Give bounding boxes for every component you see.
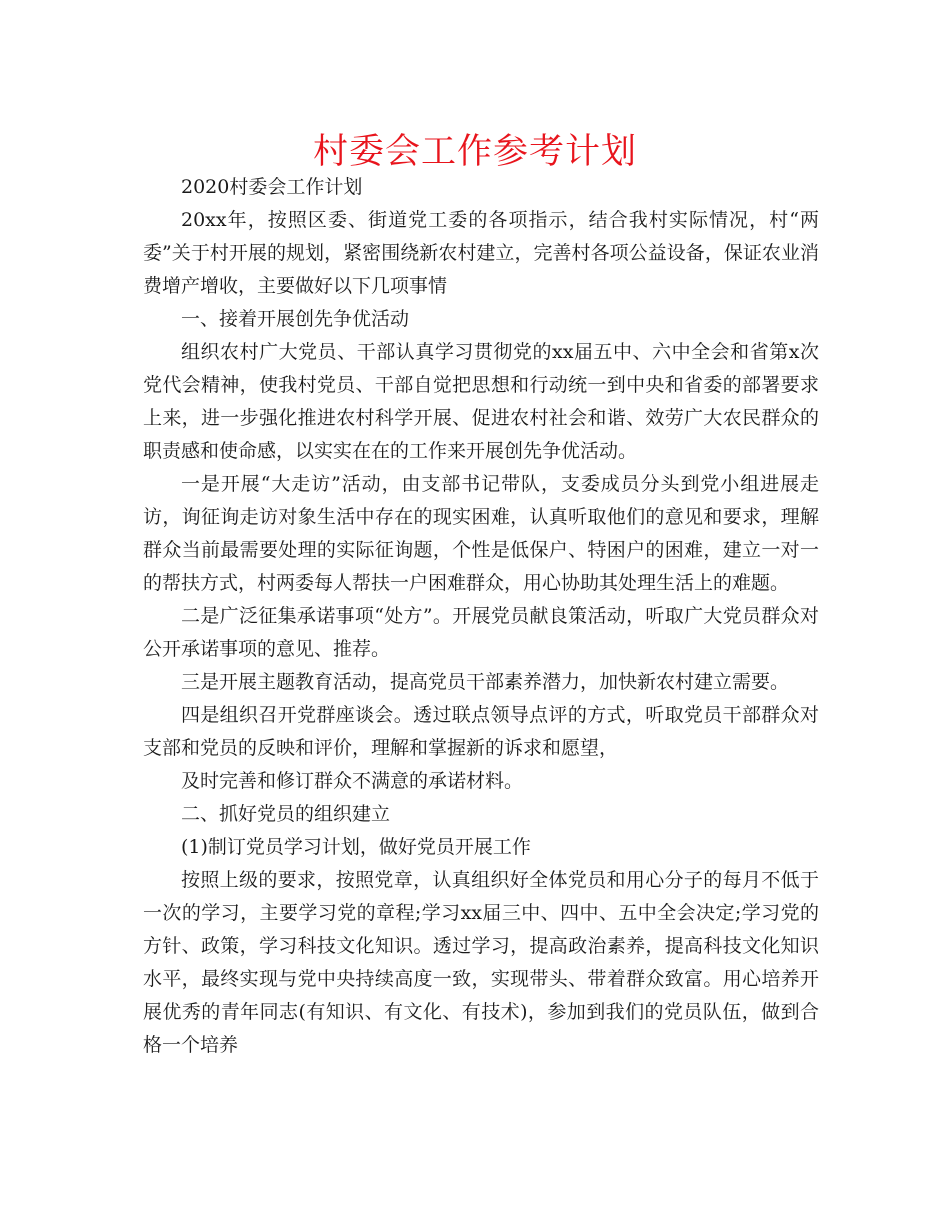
paragraph-intro: 20xx年，按照区委、街道党工委的各项指示，结合我村实际情况，村“两委”关于村开展的规划，紧密围绕新农村建立，完善村各项公益设备，保证农业消费增产增收，主要做好以下几项事情 [143, 209, 819, 297]
paragraph: 二是广泛征集承诺事项“处方”。开展党员献良策活动，听取广大党员群众对公开承诺事项的意见、推荐。 [143, 605, 819, 660]
paragraph: 一是开展“大走访”活动，由支部书记带队，支委成员分头到党小组进展走访，询征询走访对象生活中存在的现实困难，认真听取他们的意见和要求，理解群众当前最需要处理的实际征询题，个性是低保户、特困户的困难，建立一对一的帮扶方式，村两委每人帮扶一户困难群众，用心协助其处理生活上的难题。 [143, 473, 819, 594]
section-heading-2: 二、抓好党员的组织建立 [181, 803, 391, 825]
document-body [143, 171, 819, 1062]
paragraph: 四是组织召开党群座谈会。透过联点领导点评的方式，听取党员干部群众对支部和党员的反映和评价，理解和掌握新的诉求和愿望， [143, 704, 819, 759]
paragraph-subtitle: 2020村委会工作计划 [181, 176, 363, 198]
document-title: 村委会工作参考计划 [312, 132, 637, 172]
subsection-heading: (1)制订党员学习计划，做好党员开展工作 [181, 836, 531, 858]
paragraph: 组织农村广大党员、干部认真学习贯彻党的xx届五中、六中全会和省第x次党代会精神，使我村党员、干部自觉把思想和行动统一到中央和省委的部署要求上来，进一步强化推进农村科学开展、促进农村社会和谐、效劳广大农民群众的职责感和使命感，以实实在在的工作来开展创先争优活动。 [143, 341, 819, 462]
paragraph: 三是开展主题教育活动，提高党员干部素养潜力，加快新农村建立需要。 [181, 671, 790, 693]
paragraph: 及时完善和修订群众不满意的承诺材料。 [181, 770, 524, 792]
paragraph: 按照上级的要求，按照党章，认真组织好全体党员和用心分子的每月不低于一次的学习，主要学习党的章程;学习xx届三中、四中、五中全会决定;学习党的方针、政策，学习科技文化知识。透过学习，提高政治素养，提高科技文化知识水平，最终实现与党中央持续高度一致，实现带头、带着群众致富。用心培养开展优秀的青年同志(有知识、有文化、有技术)，参加到我们的党员队伍，做到合格一个培养 [143, 869, 819, 1056]
section-heading-1: 一、接着开展创先争优活动 [181, 308, 410, 330]
